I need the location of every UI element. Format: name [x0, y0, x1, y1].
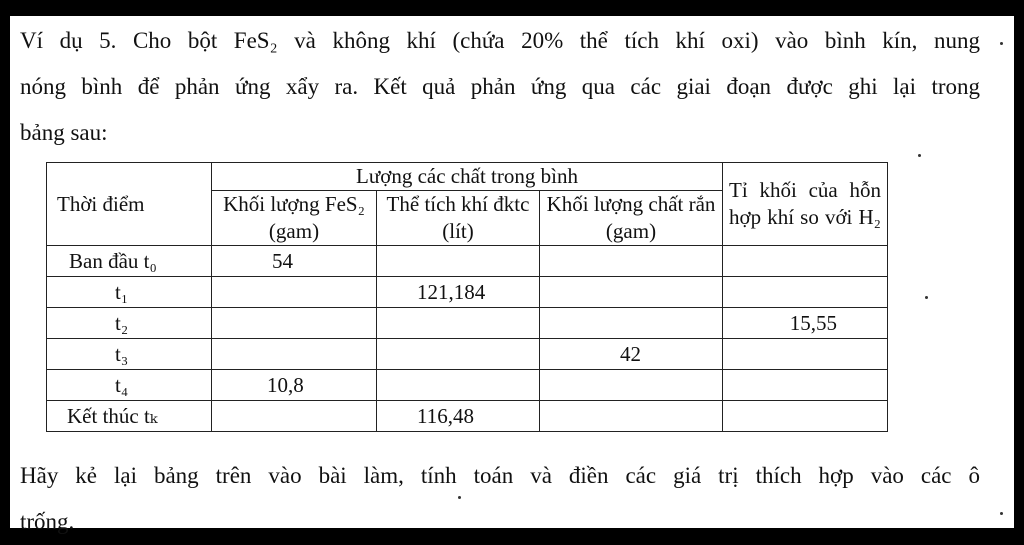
cell-volume	[377, 370, 540, 401]
outro-line-1: Hãy kẻ lại bảng trên vào bài làm, tính toán và điền các giá trị thích hợp vào các ô	[20, 463, 980, 488]
row-time: Ban đầu t₀	[47, 246, 212, 277]
data-table	[46, 162, 888, 432]
speck-mark	[458, 496, 461, 499]
table-row	[47, 277, 888, 308]
table-row	[47, 246, 888, 277]
header-time: Thời điểm	[47, 163, 212, 246]
outro-paragraph	[20, 453, 980, 545]
table-row	[47, 339, 888, 370]
cell-fes2	[212, 277, 377, 308]
table-row	[47, 401, 888, 432]
cell-solid: 42	[540, 339, 723, 370]
cell-ratio	[723, 339, 888, 370]
speck-mark	[1000, 512, 1003, 515]
header-group: Lượng các chất trong bình	[212, 163, 723, 191]
cell-solid	[540, 277, 723, 308]
cell-solid	[540, 308, 723, 339]
table-row	[47, 370, 888, 401]
row-time: t₃	[47, 339, 212, 370]
speck-mark	[925, 296, 928, 299]
cell-solid	[540, 246, 723, 277]
intro-line-1: Ví dụ 5. Cho bột FeS₂ và không khí (chứa 20% thể tích khí oxi) vào bình kín, nung	[20, 28, 980, 53]
cell-volume	[377, 246, 540, 277]
cell-ratio	[723, 277, 888, 308]
cell-fes2	[212, 401, 377, 432]
row-time: t₂	[47, 308, 212, 339]
cell-ratio	[723, 401, 888, 432]
cell-fes2: 10,8	[212, 370, 377, 401]
cell-ratio: 15,55	[723, 308, 888, 339]
outro-line-2: trống.	[20, 509, 75, 534]
cell-volume: 121,184	[377, 277, 540, 308]
subheader-fes2-mass: Khối lượng FeS₂ (gam)	[212, 191, 377, 246]
document-page	[10, 16, 1014, 534]
cell-ratio	[723, 370, 888, 401]
header-ratio: Tỉ khối của hỗn hợp khí so với H₂	[723, 163, 888, 246]
cell-fes2	[212, 308, 377, 339]
cell-volume	[377, 308, 540, 339]
cell-solid	[540, 401, 723, 432]
cell-volume: 116,48	[377, 401, 540, 432]
table-row	[47, 308, 888, 339]
row-time: t₁	[47, 277, 212, 308]
cell-fes2: 54	[212, 246, 377, 277]
cell-volume	[377, 339, 540, 370]
row-time: t₄	[47, 370, 212, 401]
intro-line-2: nóng bình để phản ứng xẩy ra. Kết quả phản ứng qua các giai đoạn được ghi lại trong	[20, 74, 980, 99]
cell-ratio	[723, 246, 888, 277]
intro-paragraph	[20, 18, 980, 156]
speck-mark	[1000, 42, 1003, 45]
cell-solid	[540, 370, 723, 401]
intro-line-3: bảng sau:	[20, 120, 108, 145]
subheader-solid-mass: Khối lượng chất rắn (gam)	[540, 191, 723, 246]
row-time: Kết thúc tₖ	[47, 401, 212, 432]
subheader-gas-volume: Thể tích khí đktc (lít)	[377, 191, 540, 246]
speck-mark	[918, 154, 921, 157]
cell-fes2	[212, 339, 377, 370]
